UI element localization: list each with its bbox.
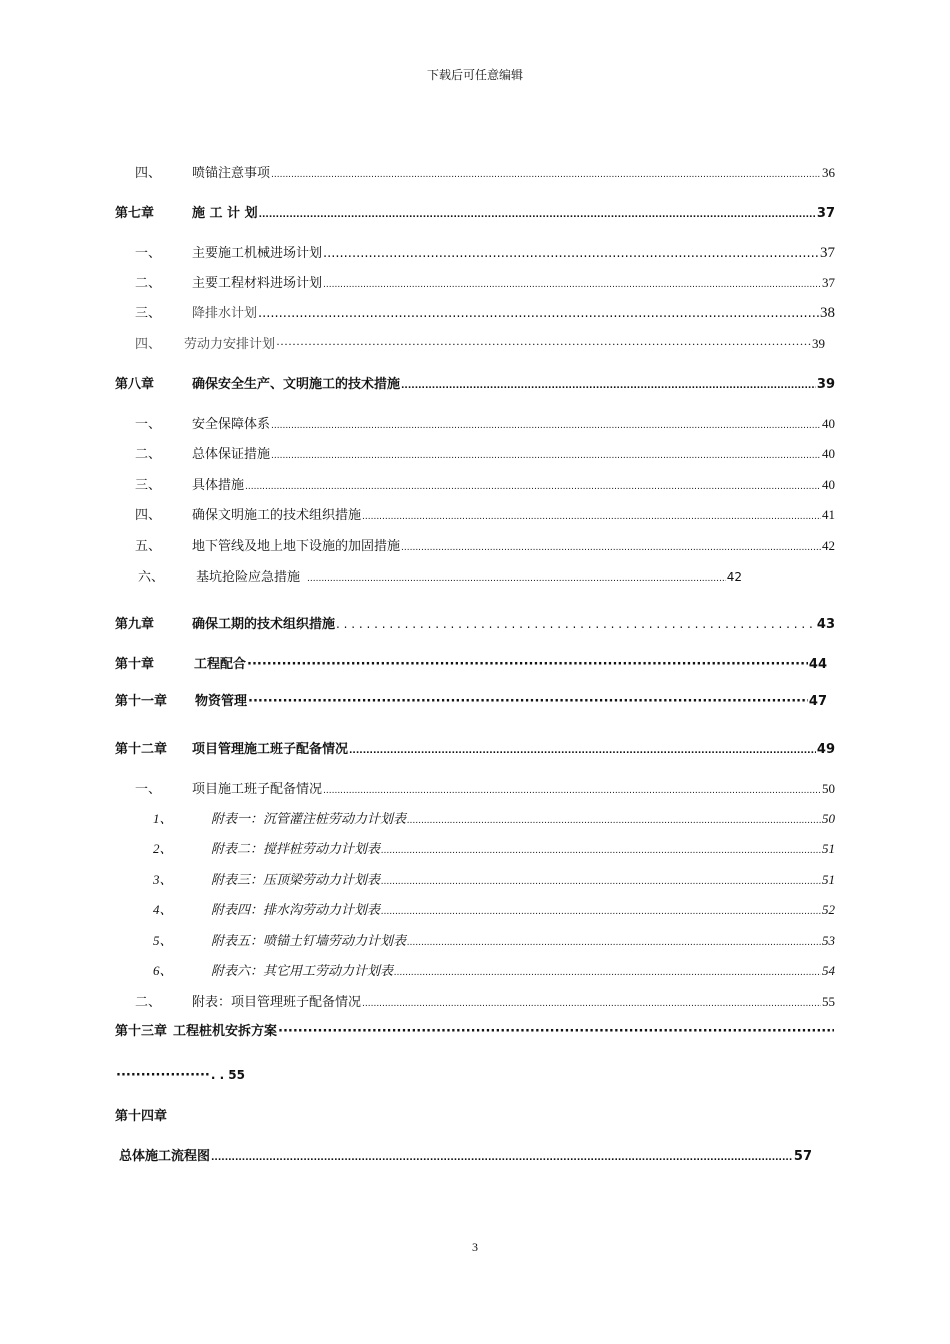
toc-entry-number: 一、	[135, 246, 162, 261]
toc-leader	[381, 877, 821, 887]
toc-entry-title: 主要施工机械进场计划	[192, 246, 323, 261]
toc-leader	[271, 421, 821, 431]
toc-entry-page: 41	[822, 507, 835, 522]
toc-leader	[276, 337, 811, 352]
toc-entry-number: 二、	[135, 447, 162, 462]
toc-subentry-page: 50	[822, 811, 835, 826]
toc-leader	[381, 846, 821, 856]
toc-entry-number: 一、	[135, 782, 162, 797]
toc-chapter-title: 施 工 计 划	[192, 206, 258, 221]
toc-leader	[407, 816, 821, 826]
toc-leader	[323, 246, 819, 261]
toc-entry[interactable]	[135, 333, 825, 352]
toc-entry-title: 降排水计划	[192, 305, 258, 320]
toc-entry-page: 50	[822, 781, 835, 796]
toc-entry-title: 安全保障体系	[192, 417, 271, 432]
toc-chapter-title-line[interactable]	[119, 1145, 812, 1164]
toc-leader	[362, 512, 821, 522]
toc-leader	[278, 1024, 834, 1039]
toc-subentry[interactable]	[153, 899, 835, 918]
toc-entry[interactable]	[135, 413, 835, 432]
toc-subentry-title: 附表一：沉管灌注桩劳动力计划表	[211, 812, 407, 827]
toc-entry[interactable]	[138, 566, 742, 585]
toc-chapter[interactable]	[115, 613, 835, 632]
toc-entry-number: 五、	[135, 539, 162, 554]
toc-chapter-page: . . 55	[210, 1068, 245, 1082]
toc-chapter-title: 确保工期的技术组织措施	[192, 617, 336, 632]
toc-subentry[interactable]	[153, 808, 835, 827]
toc-entry-title: 主要工程材料进场计划	[192, 276, 323, 291]
toc-chapter-title: 工程桩机安拆方案	[173, 1024, 278, 1039]
toc-subentry-number: 3、	[153, 872, 173, 887]
toc-subentry-title: 附表六：其它用工劳动力计划表	[211, 964, 394, 979]
toc-subentry-title: 附表五：喷锚土钉墙劳动力计划表	[211, 934, 407, 949]
toc-chapter-number: 第九章	[115, 617, 155, 632]
toc-subentry[interactable]	[153, 930, 835, 949]
toc-entry-page: 36	[822, 165, 835, 180]
toc-chapter-number: 第七章	[115, 206, 155, 221]
toc-subentry-number: 2、	[153, 841, 173, 856]
toc-leader	[323, 786, 821, 796]
toc-entry-title: 总体保证措施	[192, 447, 271, 462]
toc-chapter[interactable]	[115, 202, 835, 221]
toc-entry-number: 三、	[135, 306, 162, 321]
toc-entry[interactable]	[135, 242, 835, 262]
toc-entry-page: 42	[822, 538, 835, 553]
toc-leader	[271, 451, 821, 461]
toc-leader	[211, 1153, 793, 1163]
toc-subentry-number: 5、	[153, 933, 173, 948]
toc-entry-title: 基坑抢险应急措施	[196, 570, 301, 585]
toc-entry[interactable]	[135, 474, 835, 493]
toc-chapter[interactable]	[115, 738, 835, 757]
toc-leader	[401, 381, 816, 391]
toc-entry[interactable]	[135, 504, 835, 523]
toc-chapter-title: 项目管理施工班子配备情况	[192, 742, 349, 757]
toc-entry-number: 六、	[138, 570, 165, 585]
toc-entry[interactable]	[135, 535, 835, 554]
toc-entry[interactable]	[135, 991, 835, 1010]
toc-chapter-title: 工程配合	[194, 657, 247, 672]
toc-entry-page: 55	[822, 994, 835, 1009]
toc-entry[interactable]	[135, 778, 835, 797]
toc-subentry-page: 52	[822, 902, 835, 917]
toc-entry-title: 喷锚注意事项	[192, 166, 271, 181]
toc-entry-number: 四、	[135, 166, 162, 181]
toc-chapter-title: 总体施工流程图	[119, 1149, 211, 1164]
toc-subentry-page: 53	[822, 933, 835, 948]
toc-entry-number: 四、	[135, 508, 162, 523]
toc-chapter-title: 确保安全生产、文明施工的技术措施	[192, 377, 401, 392]
toc-subentry-page: 54	[822, 963, 835, 978]
toc-leader	[116, 1068, 210, 1083]
toc-entry-title: 项目施工班子配备情况	[192, 782, 323, 797]
toc-entry-page: 40	[822, 477, 835, 492]
toc-chapter[interactable]	[115, 690, 827, 709]
toc-leader	[258, 306, 819, 321]
toc-leader	[245, 482, 821, 492]
toc-chapter-page: 44	[808, 657, 827, 672]
toc-chapter[interactable]	[115, 1020, 835, 1039]
toc-entry-title: 确保文明施工的技术组织措施	[192, 508, 362, 523]
toc-entry-title: 劳动力安排计划	[184, 336, 276, 351]
toc-leader	[259, 210, 816, 220]
toc-chapter[interactable]	[115, 373, 835, 392]
toc-entry-title: 附表：项目管理班子配备情况	[192, 995, 362, 1010]
toc-leader	[407, 938, 821, 948]
toc-chapter-page: 49	[816, 742, 835, 757]
toc-subentry-number: 6、	[153, 963, 173, 978]
toc-leader	[401, 543, 821, 553]
page-header: 下载后可任意编辑	[426, 68, 523, 82]
toc-chapter-number: 第十三章	[115, 1024, 168, 1039]
toc-chapter-number: 第十二章	[115, 742, 168, 757]
toc-subentry[interactable]	[153, 869, 835, 888]
toc-chapter-number: 第十四章	[115, 1109, 168, 1124]
toc-entry-number: 二、	[135, 995, 162, 1010]
toc-subentry[interactable]	[153, 838, 835, 857]
toc-chapter-page: 37	[816, 206, 835, 221]
toc-chapter-number: 第十一章	[115, 694, 168, 709]
toc-entry-page: 40	[822, 446, 835, 461]
toc-entry-page: 40	[822, 416, 835, 431]
toc-subentry-title: 附表四：排水沟劳动力计划表	[211, 903, 381, 918]
toc-subentry-title: 附表三：压顶梁劳动力计划表	[211, 873, 381, 888]
toc-chapter-page: 57	[793, 1149, 812, 1164]
toc-entry-page: 42	[726, 570, 742, 584]
toc-chapter[interactable]	[115, 653, 827, 672]
toc-chapter-page: 43	[816, 617, 835, 632]
toc-subentry-number: 4、	[153, 902, 173, 917]
toc-entry-number: 四、	[135, 336, 162, 351]
toc-chapter-continuation	[115, 1068, 245, 1083]
toc-leader	[248, 694, 808, 709]
toc-entry[interactable]	[135, 443, 835, 462]
toc-entry-page: 39	[812, 336, 825, 351]
toc-chapter	[115, 1105, 315, 1124]
toc-subentry-page: 51	[822, 872, 835, 887]
toc-leader	[362, 999, 821, 1009]
toc-leader	[323, 280, 821, 290]
toc-leader	[307, 574, 726, 584]
toc-leader	[394, 968, 821, 978]
toc-entry-page: 37	[822, 275, 835, 290]
toc-leader	[247, 657, 808, 672]
toc-entry[interactable]	[135, 162, 835, 181]
toc-subentry-number: 1、	[153, 811, 173, 826]
toc-entry[interactable]	[135, 302, 835, 322]
toc-entry-title: 地下管线及地上地下设施的加固措施	[192, 539, 401, 554]
toc-chapter-page: 39	[816, 377, 835, 392]
toc-leader	[271, 170, 821, 180]
toc-chapter-number: 第八章	[115, 377, 155, 392]
toc-subentry-title: 附表二：搅拌桩劳动力计划表	[211, 842, 381, 857]
page-number: 3	[472, 1240, 478, 1254]
toc-chapter-title: 物资管理	[195, 694, 248, 709]
toc-entry[interactable]	[135, 272, 835, 291]
toc-entry-number: 一、	[135, 417, 162, 432]
toc-chapter-number: 第十章	[115, 657, 155, 672]
toc-entry-title: 具体措施	[192, 478, 245, 493]
toc-leader	[336, 617, 816, 631]
toc-entry-page: 37	[820, 245, 835, 261]
toc-entry-number: 二、	[135, 276, 162, 291]
toc-subentry[interactable]	[153, 960, 835, 979]
toc-chapter-page: 47	[808, 694, 827, 709]
toc-subentry-page: 51	[822, 841, 835, 856]
toc-entry-number: 三、	[135, 478, 162, 493]
toc-leader	[349, 746, 816, 756]
toc-entry-page: 38	[820, 305, 835, 321]
toc-leader	[381, 907, 821, 917]
